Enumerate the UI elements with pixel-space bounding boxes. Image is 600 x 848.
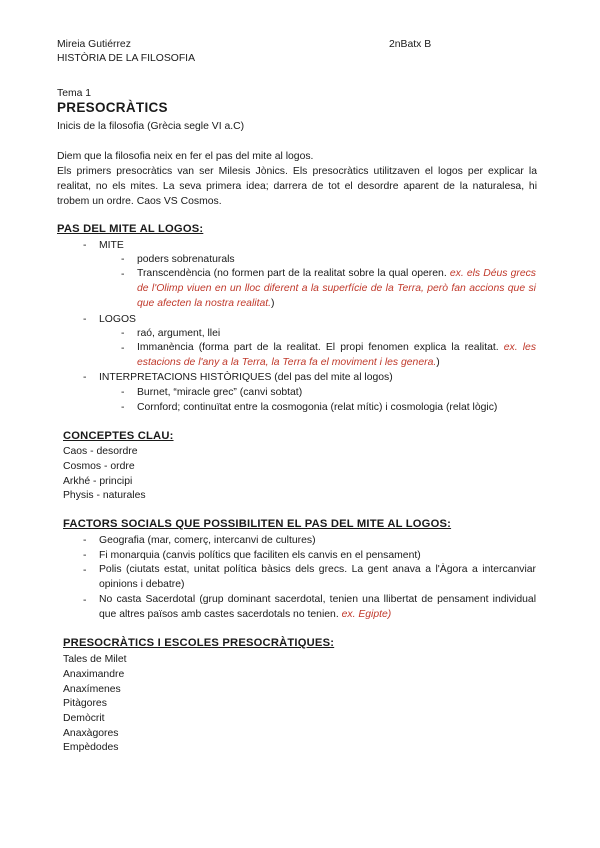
list-item-logos: LOGOS [99,314,136,325]
philosopher-item: Tales de Milet [63,654,127,665]
dash-bullet: - [83,240,87,251]
philosopher-item: Anaximandre [63,669,125,680]
dash-bullet: - [83,535,87,546]
list-item-rao: raó, argument, llei [137,328,221,339]
concept-item: Physis - naturales [63,490,146,501]
dash-bullet: - [121,387,125,398]
concept-item: Caos - desordre [63,446,138,457]
list-item-poders: poders sobrenaturals [137,254,235,265]
topic-label: Tema 1 [57,88,92,99]
section-heading-mite-logos: PAS DEL MITE AL LOGOS: [57,223,204,235]
dash-bullet: - [83,372,87,383]
factor-item-casta: No casta Sacerdotal (grup dominant sacerdotal, tenien una llibertat de pensament individual que altres països amb castes sacerdotals no tenien. ex. Egipte) [99,594,536,620]
list-item-immanencia: Immanència (forma part de la realitat. El propi fenomen explica la realitat. ex. les estacions de l'any a la Terra, la Terra fa el moviment i les genera.) [137,342,537,368]
factor-item: Polis (ciutats estat, unitat política bàsics dels grecs. La gent anava a l'Àgora a intercanviar opinions i debatre) [99,564,536,590]
list-item-burnet: Burnet, “miracle grec” (canvi sobtat) [137,387,303,398]
dash-bullet: - [83,565,87,576]
philosopher-item: Demòcrit [63,713,105,724]
page-subtitle: Inicis de la filosofia (Grècia segle VI a.C) [57,121,245,132]
subject-title: HISTÒRIA DE LA FILOSOFIA [57,53,195,64]
dash-bullet: - [83,314,87,325]
concept-item: Cosmos - ordre [63,461,135,472]
intro-line-2: Els primers presocràtics van ser Milesis Jònics. Els presocràtics utilitzaven el logos per explicar la realitat, no els mites. La seva primera idea; darrera de tot el desordre aparent de la naturalesa, hi trobem un ordre. Caos VS Cosmos. [57,166,537,207]
philosopher-item: Anaxímenes [63,684,121,695]
list-item-transcendencia: Transcendència (no formen part de la realitat sobre la qual operen. ex. els Déus grecs de l'Olimp viuen en un lloc diferent a la superfície de la Terra, però fan accions que si que afecten la nostra realitat.) [137,268,536,309]
dash-bullet: - [121,343,125,354]
section-heading-factors: FACTORS SOCIALS QUE POSSIBILITEN EL PAS DEL MITE AL LOGOS: [63,518,452,530]
section-heading-conceptes: CONCEPTES CLAU: [63,430,174,442]
list-item-mite: MITE [99,240,124,251]
dash-bullet: - [121,254,125,265]
list-item-interpretacions: INTERPRETACIONS HISTÒRIQUES (del pas del mite al logos) [99,372,393,383]
dash-bullet: - [121,269,125,280]
philosopher-item: Anaxàgores [63,728,119,739]
author-name: Mireia Gutiérrez [57,39,131,50]
dash-bullet: - [121,328,125,339]
philosopher-item: Pitàgores [63,698,107,709]
class-label: 2nBatx B [389,39,432,50]
dash-bullet: - [121,402,125,413]
dash-bullet: - [83,595,87,606]
philosopher-item: Empèdodes [63,742,119,753]
concept-item: Arkhé - principi [63,476,133,487]
intro-line-1: Diem que la filosofia neix en fer el pas del mite al logos. [57,151,314,162]
page-title: PRESOCRÀTICS [57,100,168,115]
dash-bullet: - [83,550,87,561]
list-item-cornford: Cornford; continuïtat entre la cosmogonia (relat mític) i cosmologia (relat lògic) [137,402,498,413]
factor-item: Geografia (mar, comerç, intercanvi de cultures) [99,535,316,546]
factor-item: Fi monarquia (canvis polítics que faciliten els canvis en el pensament) [99,550,421,561]
section-heading-presocratics: PRESOCRÀTICS I ESCOLES PRESOCRÀTIQUES: [63,637,335,649]
